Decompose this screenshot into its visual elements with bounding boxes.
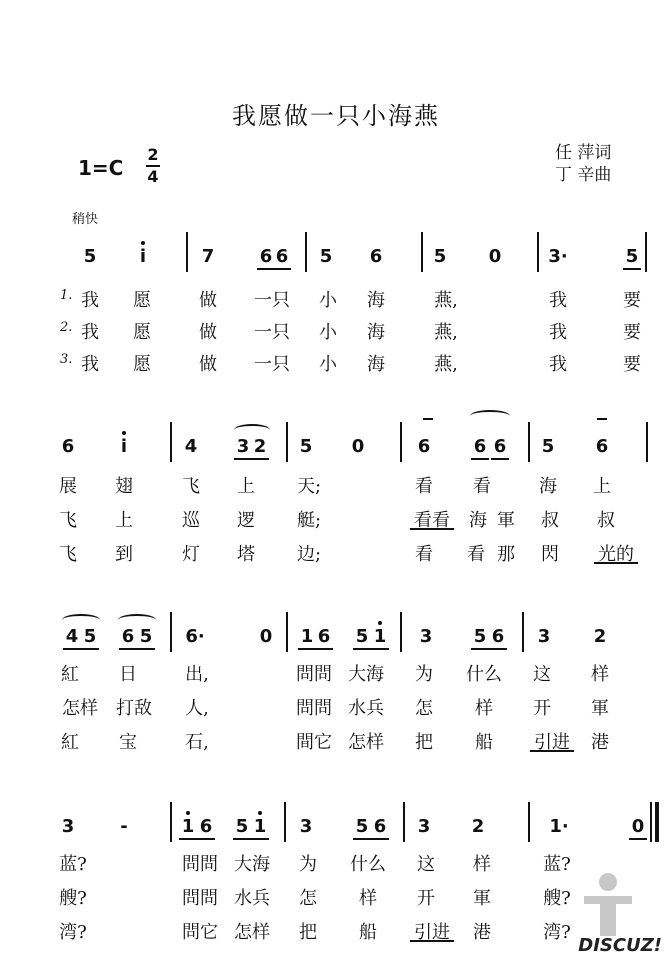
lyric-underline — [530, 750, 574, 752]
bar-line — [646, 422, 648, 462]
lyric: 样 — [591, 664, 609, 685]
time-bottom: 4 — [147, 167, 159, 186]
lyric: 做 — [199, 354, 217, 375]
lyric: 到 — [115, 544, 133, 565]
note: 5 — [541, 436, 555, 457]
dash — [597, 418, 607, 420]
lyric: 天; — [296, 476, 322, 497]
note: i — [133, 246, 153, 267]
lyric: 把 — [299, 922, 317, 943]
lyric: 紅 — [61, 664, 79, 685]
lyric: 蓝? — [543, 854, 571, 875]
lyric: 我 — [549, 290, 567, 311]
lyric: 要 — [623, 322, 641, 343]
credits — [555, 142, 611, 186]
lyric: 出, — [185, 664, 209, 685]
note: 6 — [118, 626, 138, 647]
lyric: 間它 — [296, 732, 332, 753]
note: 6 — [490, 436, 510, 457]
lyric: 要 — [623, 290, 641, 311]
note: 6 — [314, 626, 334, 647]
note: 0 — [259, 626, 273, 647]
lyric: 湾? — [59, 922, 87, 943]
time-top: 2 — [147, 145, 159, 164]
lyric: 飞 — [182, 476, 200, 497]
bar-line — [170, 612, 172, 652]
lyric: 燕, — [434, 322, 458, 343]
lyric: 閃 — [541, 544, 559, 565]
note: 6 — [595, 436, 609, 457]
lyric-underline — [410, 528, 454, 530]
note: 5 — [232, 816, 252, 837]
lyric: 样 — [475, 698, 493, 719]
lyric: 我 — [549, 322, 567, 343]
lyric: 船 — [359, 922, 377, 943]
lyric: 我 — [81, 322, 99, 343]
bar-line — [400, 422, 402, 462]
note: 4 — [62, 626, 82, 647]
note: 6 — [196, 816, 216, 837]
bar-line — [170, 802, 172, 842]
lyric: 問問 — [182, 888, 218, 909]
lyric: 燕, — [434, 354, 458, 375]
lyric: 問問 — [182, 854, 218, 875]
lyric: 宝 — [119, 732, 137, 753]
lyric: 为 — [299, 854, 317, 875]
lyric: 愿 — [133, 322, 151, 343]
lyric: 艇; — [296, 510, 322, 531]
bar-line — [403, 802, 405, 842]
note: i — [114, 436, 134, 457]
lyric: 要 — [623, 354, 641, 375]
lyric: 什么 — [350, 854, 386, 875]
note: 5 — [352, 626, 372, 647]
note: 6 — [61, 436, 75, 457]
lyric: 小 — [319, 290, 337, 311]
lyric: 水兵 — [234, 888, 270, 909]
slur — [234, 424, 270, 436]
lyric: 一只 — [254, 322, 290, 343]
bar-line — [537, 232, 539, 272]
bar-line — [650, 802, 652, 842]
bar-line — [286, 612, 288, 652]
lyric: 海 — [367, 322, 385, 343]
lyric: 我 — [81, 354, 99, 375]
lyric: 把 — [415, 732, 433, 753]
note: 6 — [488, 626, 508, 647]
note: 6 — [256, 246, 276, 267]
note: 0 — [488, 246, 502, 267]
lyric: 軍 — [591, 698, 609, 719]
note: 6· — [185, 626, 205, 647]
note: 2 — [471, 816, 485, 837]
bar-line — [528, 802, 530, 842]
lyric: 石, — [185, 732, 209, 753]
lyric: 我 — [549, 354, 567, 375]
time-signature — [146, 146, 160, 186]
note: 1 — [178, 816, 198, 837]
note: 3· — [548, 246, 568, 267]
lyric: 軍 — [497, 510, 515, 531]
lyric: 边; — [296, 544, 322, 565]
lyric: 艘? — [543, 888, 571, 909]
lyric: 看看 — [414, 510, 450, 531]
lyric: 大海 — [348, 664, 384, 685]
figure-icon — [578, 870, 638, 940]
bar-line — [305, 232, 307, 272]
song-title: 我愿做一只小海燕 — [232, 102, 440, 130]
lyric: 上 — [115, 510, 133, 531]
lyric: 这 — [417, 854, 435, 875]
lyric: 做 — [199, 322, 217, 343]
note: 6 — [470, 436, 490, 457]
bar-line — [645, 232, 647, 272]
verse-number: 1. — [60, 288, 73, 303]
composer: 丁 辛曲 — [555, 165, 612, 185]
note: 3 — [537, 626, 551, 647]
lyric: 这 — [533, 664, 551, 685]
lyric: 开 — [417, 888, 435, 909]
lyric: 上 — [237, 476, 255, 497]
bar-line — [528, 422, 530, 462]
bar-line — [186, 232, 188, 272]
bar-line — [284, 802, 286, 842]
note: 2 — [250, 436, 270, 457]
note: 5 — [80, 626, 100, 647]
dash — [423, 418, 433, 420]
lyric: 愿 — [133, 354, 151, 375]
lyric: 那 — [497, 544, 515, 565]
lyric: 燕, — [434, 290, 458, 311]
lyricist: 任 萍词 — [555, 143, 612, 163]
lyric: 样 — [473, 854, 491, 875]
note: 7 — [201, 246, 215, 267]
lyric: 問問 — [296, 698, 332, 719]
lyric: 軍 — [473, 888, 491, 909]
lyric: 叔 — [597, 510, 615, 531]
lyric: 飞 — [59, 544, 77, 565]
note: 5 — [319, 246, 333, 267]
lyric: 水兵 — [348, 698, 384, 719]
lyric: 怎 — [415, 698, 433, 719]
lyric: 展 — [59, 476, 77, 497]
lyric: 怎样 — [234, 922, 270, 943]
lyric: 塔 — [237, 544, 255, 565]
lyric: 問它 — [182, 922, 218, 943]
lyric: 港 — [591, 732, 609, 753]
lyric: 小 — [319, 322, 337, 343]
lyric: 小 — [319, 354, 337, 375]
lyric: 飞 — [59, 510, 77, 531]
lyric: 样 — [359, 888, 377, 909]
note: 3 — [61, 816, 75, 837]
note: 0 — [628, 816, 648, 837]
lyric: 紅 — [61, 732, 79, 753]
lyric: 看 — [467, 544, 485, 565]
lyric: 怎样 — [62, 698, 98, 719]
lyric: 为 — [415, 664, 433, 685]
lyric: 海 — [367, 290, 385, 311]
lyric: 巡 — [182, 510, 200, 531]
lyric: 灯 — [182, 544, 200, 565]
lyric: 做 — [199, 290, 217, 311]
lyric: 蓝? — [59, 854, 87, 875]
note: 6 — [370, 816, 390, 837]
note: 4 — [184, 436, 198, 457]
lyric: 怎 — [299, 888, 317, 909]
watermark-logo — [552, 870, 662, 960]
note: 1 — [250, 816, 270, 837]
lyric: 叔 — [541, 510, 559, 531]
lyric: 愿 — [133, 290, 151, 311]
lyric: 問問 — [296, 664, 332, 685]
lyric: 开 — [533, 698, 551, 719]
lyric-underline — [594, 562, 638, 564]
note: 0 — [351, 436, 365, 457]
lyric: 一只 — [254, 354, 290, 375]
note: 5 — [622, 246, 642, 267]
lyric: 港 — [473, 922, 491, 943]
lyric: 光的 — [598, 544, 634, 565]
slur — [118, 614, 156, 626]
lyric: 翅 — [115, 476, 133, 497]
note: 2 — [593, 626, 607, 647]
bar-line — [170, 422, 172, 462]
lyric: 看 — [473, 476, 491, 497]
lyric: 海 — [539, 476, 557, 497]
lyric: 人, — [185, 698, 209, 719]
lyric: 打敌 — [116, 698, 152, 719]
lyric: 看 — [415, 476, 433, 497]
lyric: 船 — [475, 732, 493, 753]
bar-line — [286, 422, 288, 462]
verse-number: 3. — [60, 352, 73, 367]
note: 3 — [299, 816, 313, 837]
lyric: 看 — [415, 544, 433, 565]
lyric: 逻 — [237, 510, 255, 531]
note: 1 — [370, 626, 390, 647]
note: 5 — [352, 816, 372, 837]
lyric: 我 — [81, 290, 99, 311]
lyric: 海 — [367, 354, 385, 375]
lyric: 一只 — [254, 290, 290, 311]
note: 5 — [470, 626, 490, 647]
lyric: 日 — [119, 664, 137, 685]
watermark-text: DISCUZ! — [578, 935, 662, 956]
note: 3 — [417, 816, 431, 837]
lyric: 什么 — [466, 664, 502, 685]
note: 1 — [297, 626, 317, 647]
slur — [470, 410, 510, 422]
lyric: 湾? — [543, 922, 571, 943]
note: 1· — [549, 816, 569, 837]
verse-number: 2. — [60, 320, 73, 335]
note: 6 — [417, 436, 431, 457]
note: 3 — [233, 436, 253, 457]
lyric: 怎样 — [348, 732, 384, 753]
slur — [62, 614, 100, 626]
final-bar-line — [655, 802, 659, 842]
lyric: 艘? — [59, 888, 87, 909]
note: 6 — [369, 246, 383, 267]
note: 5 — [433, 246, 447, 267]
bar-line — [400, 612, 402, 652]
lyric: 大海 — [234, 854, 270, 875]
lyric: 海 — [469, 510, 487, 531]
lyric: 引进 — [414, 922, 450, 943]
key-signature: 1=C — [78, 156, 124, 180]
tempo-marking: 稍快 — [72, 212, 99, 227]
lyric: 上 — [593, 476, 611, 497]
note: 3 — [419, 626, 433, 647]
note: 5 — [299, 436, 313, 457]
note: 6 — [272, 246, 292, 267]
note: - — [120, 816, 128, 837]
note: 5 — [136, 626, 156, 647]
lyric: 引进 — [534, 732, 570, 753]
lyric-underline — [410, 940, 454, 942]
bar-line — [522, 612, 524, 652]
bar-line — [421, 232, 423, 272]
note: 5 — [83, 246, 97, 267]
